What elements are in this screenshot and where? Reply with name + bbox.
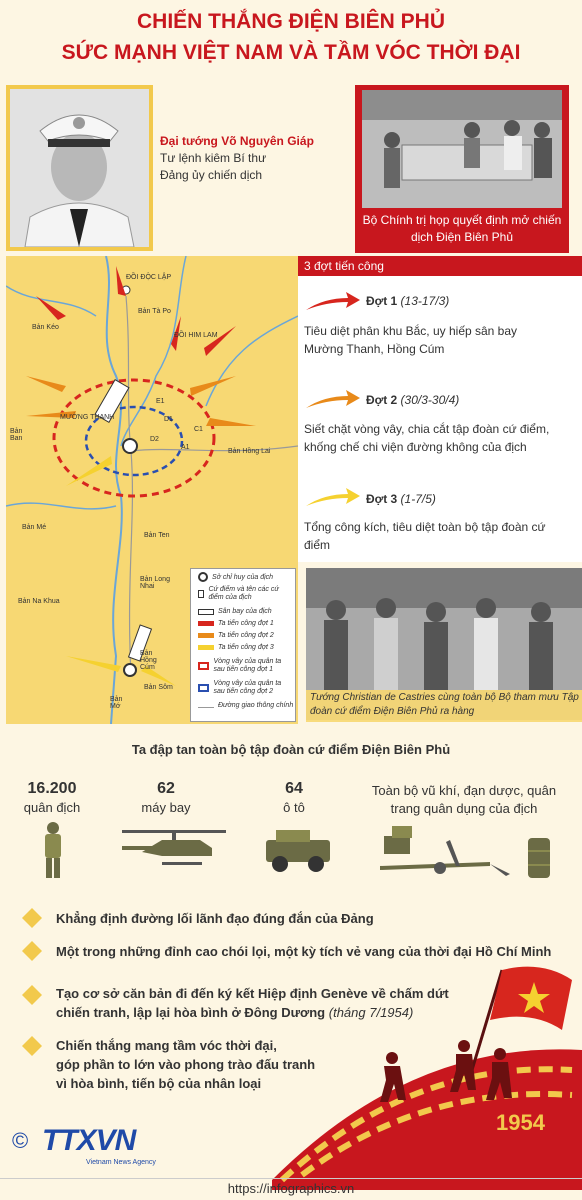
command-post-icon — [198, 572, 208, 582]
map-place-doi-doc-lap: ĐỒI ĐỘC LẬP — [126, 274, 172, 281]
map-place-ban-som: Bản Sôm — [144, 684, 173, 691]
title-line-1: CHIẾN THẮNG ĐIỆN BIÊN PHỦ — [136, 10, 446, 33]
wave-2-arrow-icon — [304, 390, 360, 412]
legend-label: Vòng vây của quân ta sau tiến công đợt 2 — [213, 680, 282, 695]
victory-flag-illustration — [272, 960, 582, 1190]
legend-label: Ta tiến công đợt 1 — [218, 620, 274, 627]
significance-4-line-1: Chiến thắng mang tầm vóc thời đại, — [56, 1038, 277, 1053]
legend-airfield — [198, 608, 272, 615]
battle-map — [6, 256, 298, 724]
wave-3-arrow-icon — [304, 488, 360, 510]
significance-3-line-1: Tạo cơ sở căn bản đi đến ký kết Hiệp định Genève về chấm dứt — [56, 986, 449, 1001]
legend-label: Ta tiến công đợt 2 — [218, 632, 274, 639]
results-header: Ta đập tan toàn bộ tập đoàn cứ điểm Điện Biên Phủ — [131, 742, 451, 757]
siege-2-icon — [198, 684, 209, 692]
general-role-1: Tư lệnh kiêm Bí thư — [160, 151, 267, 165]
road-icon — [198, 704, 214, 708]
stat-enemy-label: quân địch — [23, 800, 81, 815]
diamond-bullet-icon — [22, 1036, 42, 1056]
wave-3-title: Đợt 3 (1-7/5) — [366, 492, 436, 506]
legend-road — [198, 702, 294, 710]
map-place-a1: A1 — [181, 444, 190, 451]
agency-logo: TTXVN — [42, 1124, 136, 1157]
diamond-bullet-icon — [22, 941, 42, 961]
legend-label: Ta tiến công đợt 3 — [218, 644, 274, 651]
legend-label: Sân bay của địch — [218, 608, 272, 615]
significance-3-line-2: chiến tranh, lập lại hòa bình ở Đông Dương (tháng 7/1954) — [56, 1005, 414, 1020]
wave-1-arrow-icon — [304, 292, 360, 314]
victory-year: 1954 — [496, 1110, 545, 1135]
stat-aircraft-label: máy bay — [141, 800, 191, 815]
airfield-icon — [198, 609, 214, 615]
stat-enemy-count: 16.200 — [27, 780, 77, 797]
agency-subtitle: Vietnam News Agency — [86, 1159, 156, 1166]
legend-label: Cứ điểm và tên các cứ điểm của địch — [208, 586, 279, 601]
map-place-ban-hong-lai: Bản Hồng Lai — [228, 448, 271, 455]
wave-3-description: Tổng công kích, tiêu diệt toàn bộ tập đoàn cứ điểm — [304, 520, 546, 552]
significance-2: Một trong những đỉnh cao chói lọi, một kỳ tích vẻ vang của thời đại Hồ Chí Minh — [56, 944, 552, 959]
diamond-bullet-icon — [22, 908, 42, 928]
wave-2-title: Đợt 2 (30/3-30/4) — [366, 393, 460, 407]
title-line-2: SỨC MẠNH VIỆT NAM VÀ TẦM VÓC THỜI ĐẠI — [61, 41, 521, 64]
map-place-ban-ten: Bản Ten — [144, 532, 170, 539]
footer-url[interactable]: https://infographics.vn — [227, 1181, 355, 1196]
helicopter-icon — [122, 826, 226, 872]
politburo-meeting-photo — [362, 90, 562, 208]
wave-3-arrow-icon — [198, 645, 214, 650]
legend-siege-1 — [198, 658, 294, 674]
wave-2-arrow-icon — [198, 633, 214, 638]
legend-label: Vòng vây của quân ta sau tiến công đợt 1 — [213, 658, 282, 673]
waves-header: 3 đợt tiến công — [304, 259, 384, 273]
legend-wave-2 — [198, 632, 274, 639]
legend-label: Đường giao thông chính — [218, 702, 294, 709]
map-place-ban-keo: Bản Kéo — [32, 324, 59, 331]
stronghold-icon — [198, 590, 204, 598]
politburo-caption: Bộ Chính trị họp quyết định mở chiến dịch Điện Biên Phủ — [362, 213, 562, 244]
map-place-d2: D2 — [150, 436, 159, 443]
map-place-ban-me: Bản Mé — [22, 524, 47, 531]
map-place-doi-him-lam: ĐỒI HIM LAM — [174, 332, 218, 339]
map-place-ban-hong-cum: Bản Hồng Cúm — [140, 650, 157, 671]
general-name: Đại tướng Võ Nguyên Giáp — [160, 134, 314, 148]
map-place-muong-thanh: MƯỜNG THANH — [60, 414, 115, 421]
wave-1-arrow-icon — [198, 621, 214, 626]
map-place-ban-ban: Bản Ban — [10, 428, 23, 442]
legend-label: Sở chỉ huy của địch — [212, 573, 274, 581]
diamond-bullet-icon — [22, 985, 42, 1005]
footer-separator — [0, 1178, 582, 1179]
map-place-ban-mo: Bản Mớ — [110, 696, 123, 710]
jeep-icon — [262, 826, 334, 876]
legend-wave-1 — [198, 620, 274, 627]
soldier-icon — [36, 820, 70, 880]
weapons-icon — [380, 826, 556, 882]
map-place-d1: D1 — [164, 416, 173, 423]
stat-vehicle-label: ô tô — [283, 800, 305, 815]
legend-siege-2 — [198, 680, 294, 696]
significance-4-line-3: vì hòa bình, tiến bộ của nhân loại — [56, 1076, 262, 1091]
general-portrait-photo — [10, 89, 149, 247]
map-place-e1: E1 — [156, 398, 165, 405]
copyright-symbol: © — [12, 1128, 29, 1153]
wave-1-title: Đợt 1 (13-17/3) — [366, 294, 450, 308]
legend-stronghold — [198, 586, 294, 602]
stat-vehicle-count: 64 — [285, 780, 303, 797]
decastries-caption: Tướng Christian de Castries cùng toàn bộ Bộ tham mưu Tập đoàn cứ điểm Điện Biên Phủ ra hàng — [310, 692, 579, 717]
stat-aircraft-count: 62 — [157, 780, 175, 797]
map-place-ban-na-khua: Bản Na Khua — [18, 598, 60, 605]
legend-wave-3 — [198, 644, 274, 651]
significance-4-line-2: góp phần to lớn vào phong trào đấu tranh — [56, 1057, 316, 1072]
stat-weapons-label: Toàn bộ vũ khí, đạn dược, quân trang quân dụng của địch — [371, 783, 557, 816]
general-role-2: Đảng ủy chiến dịch — [160, 168, 263, 182]
map-place-c1: C1 — [194, 426, 203, 433]
wave-1-description: Tiêu diệt phân khu Bắc, uy hiếp sân bay Mường Thanh, Hồng Cúm — [304, 324, 518, 356]
wave-2-description: Siết chặt vòng vây, chia cắt tập đoàn cứ điểm, khống chế chi viện đường không của địch — [304, 422, 550, 454]
page-title — [0, 6, 582, 68]
map-place-ban-ta-po: Bản Tà Po — [138, 308, 171, 315]
significance-1: Khẳng định đường lối lãnh đạo đúng đắn của Đảng — [56, 911, 374, 926]
map-place-ban-long-nhai: Bản Long Nhai — [140, 576, 170, 590]
siege-1-icon — [198, 662, 209, 670]
significance-3-note: (tháng 7/1954) — [328, 1005, 414, 1020]
legend-command-post — [198, 572, 273, 582]
